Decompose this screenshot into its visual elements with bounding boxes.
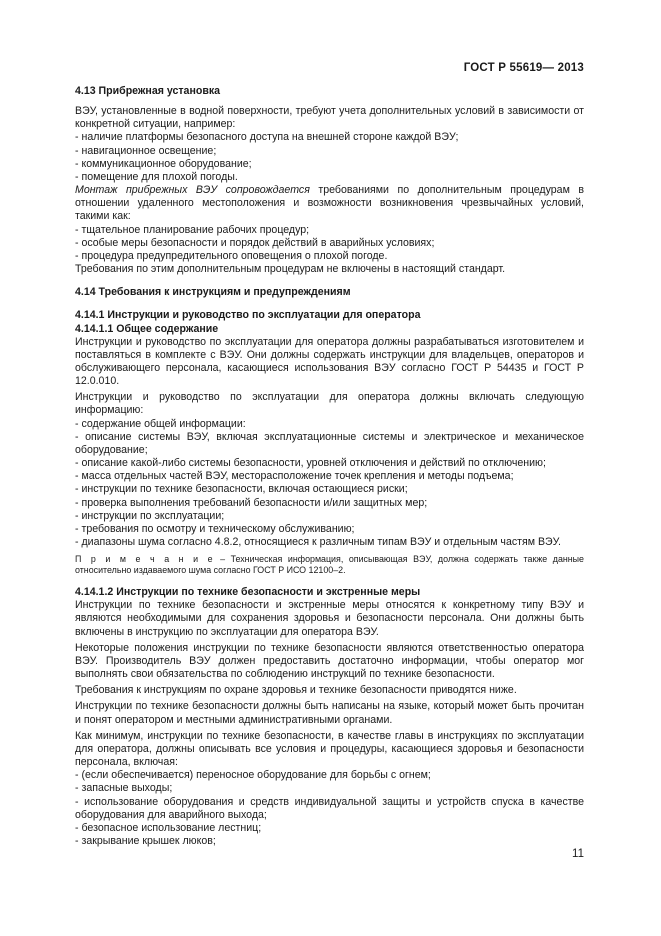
page-number: 11	[572, 848, 584, 860]
list-item: - тщательное планирование рабочих процедур;	[75, 223, 310, 236]
list-item: - диапазоны шума согласно 4.8.2, относящиеся к различным типам ВЭУ и отдельным частям ВЭУ.	[75, 536, 561, 548]
list-item: - безопасное использование лестниц;	[75, 821, 262, 834]
list-item: - требования по осмотру и техническому обслуживанию;	[75, 522, 355, 535]
section-4-14-title: 4.14 Требования к инструкциям и предупреждениям	[75, 286, 351, 299]
montage-paragraph	[75, 184, 584, 223]
paragraph: Инструкции по технике безопасности и экстренные меры относятся к конкретному типу ВЭУ и являются необходимыми для сохранения здоровья и безопасности персонала. Они должны быть включены в инструкцию по эксплуатации для оператора ВЭУ.	[75, 599, 584, 638]
list-item: - помещение для плохой погоды.	[75, 170, 238, 183]
list-item: - использование оборудования и средств индивидуальной защиты и устройств спуска в качестве оборудования для аварийного выхода;	[75, 795, 584, 821]
section-4-14-1-2-title: 4.14.1.2 Инструкции по технике безопасности и экстренные меры	[75, 586, 421, 599]
paragraph: Требования к инструкциям по охране здоровья и технике безопасности приводятся ниже.	[75, 684, 517, 697]
montage-italic: Монтаж прибрежных ВЭУ сопровождается	[75, 184, 310, 197]
note-text: – Техническая информация, описывающая ВЭУ, должна содержать также данные относительно издаваемого шума согласно ГОСТ Р ИСО 12100–2.	[75, 554, 584, 576]
list-item: - инструкции по технике безопасности, включая остающиеся риски;	[75, 483, 408, 496]
list-item: - проверка выполнения требований безопасности и/или защитных мер;	[75, 496, 428, 509]
list-item: - инструкции по эксплуатации;	[75, 509, 225, 522]
list-item: - закрывание крышек люков;	[75, 834, 216, 847]
note	[75, 554, 584, 576]
list-item: - навигационное освещение;	[75, 144, 217, 157]
list-item: - запасные выходы;	[75, 782, 173, 795]
paragraph: Инструкции по технике безопасности должны быть написаны на языке, который может быть прочитан и понят оператором и местными административными органами.	[75, 700, 584, 726]
section-4-13-list	[75, 131, 584, 184]
list-item: - коммуникационное оборудование;	[75, 157, 252, 170]
list-item: - наличие платформы безопасного доступа на внешней стороне каждой ВЭУ;	[75, 131, 459, 144]
section-4-13-closing: Требования по этим дополнительным процедурам не включены в настоящий стандарт.	[75, 263, 506, 276]
list-item: - описание системы ВЭУ, включая эксплуатационные системы и электрическое и механическое оборудование;	[75, 430, 584, 456]
document-header: ГОСТ Р 55619— 2013	[463, 62, 584, 74]
section-4-14-1-1-title: 4.14.1.1 Общее содержание	[75, 322, 219, 335]
list-item: - описание какой-либо системы безопасности, уровней отключения и действий по отключению;	[75, 457, 546, 470]
montage-rest: требованиями по дополнительным процедурам в отношении удаленного местоположения и возможности возникновения чрезвычайных условий, такими как:	[75, 184, 584, 223]
paragraph: Инструкции и руководство по эксплуатации для оператора должны разрабатываться изготовителем и поставляться в комплекте с ВЭУ. Они должны содержать инструкции для владельцев, операторов и обслуживающего персонала, касающиеся использования ВЭУ согласно ГОСТ Р 54435 и ГОСТ Р 12.0.010.	[75, 335, 584, 388]
section-4-13-list-2	[75, 224, 584, 263]
section-4-14-list	[75, 418, 584, 550]
list-item: - масса отдельных частей ВЭУ, месторасположение точек крепления и методы подъема;	[75, 470, 514, 483]
document-body	[75, 85, 584, 848]
list-item: - особые меры безопасности и порядок действий в аварийных условиях;	[75, 236, 435, 249]
section-4-13-title: 4.13 Прибрежная установка	[75, 85, 221, 97]
section-4-14-1-title: 4.14.1 Инструкции и руководство по эксплуатации для оператора	[75, 309, 421, 322]
paragraph: Как минимум, инструкции по технике безопасности, в качестве главы в инструкциях по эксплуатации для оператора, должны описывать все условия и процедуры, касающиеся здоровья и безопасности персонала, включая:	[75, 729, 584, 769]
note-label: П р и м е ч а н и е	[75, 554, 215, 565]
list-item: - содержание общей информации:	[75, 417, 246, 430]
section-4-14-1-2-list	[75, 769, 584, 848]
list-item: - процедура предупредительного оповещения о плохой погоде.	[75, 249, 388, 262]
section-4-13-intro: ВЭУ, установленные в водной поверхности, требуют учета дополнительных условий в зависимости от конкретной ситуации, например:	[75, 105, 584, 131]
paragraph: Некоторые положения инструкции по технике безопасности являются ответственностью оператора ВЭУ. Производитель ВЭУ должен предоставить достаточно информации, чтобы оператор мог выполнять свои обязательства по соблюдению инструкций по технике безопасности.	[75, 641, 584, 681]
list-item: - (если обеспечивается) переносное оборудование для борьбы с огнем;	[75, 769, 431, 782]
paragraph: Инструкции и руководство по эксплуатации для оператора должны включать следующую информацию:	[75, 391, 584, 417]
